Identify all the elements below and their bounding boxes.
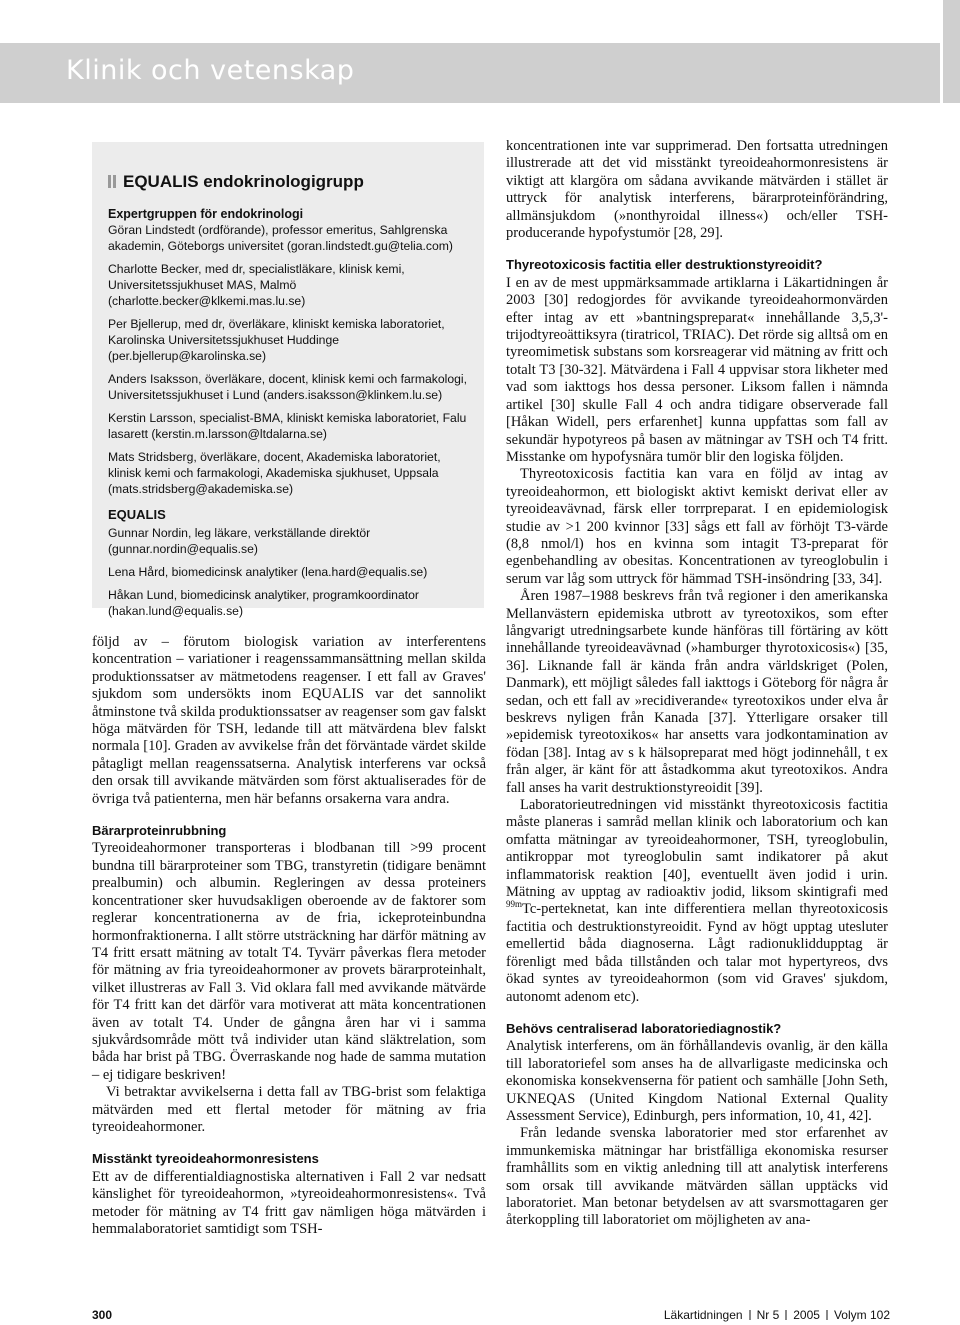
member-entry: Per Bjellerup, med dr, överläkare, kliniskt kemiska laboratoriet, Karolinska Universitetssjukhuset Huddinge (per.bjellerup@karolinska.se)	[108, 317, 445, 363]
paragraph: Tyreoideahormoner transporteras i blodbanan till >99 procent bundna till bärarproteiner som TBG, transtyretin (tidigare benämnt prealbumin) och albumin. Regleringen av dessa proteiners koncentrationer sker huvudsakligen oberoende av de faktorer som reglerar koncentrationerna av de fria, ickeproteinbundna hormonfraktionerna. I allt större utsträckning har därför mätning av T4 fritt ersatt mätning av totalt T4. Tyvärr påverkas flera metoder för mätning av fria tyreoideahormoner av provets bärarproteinhalt, vilket illustreras av Fall 3. Vid oklara fall med avvikande mätvärde för T4 fritt kan det därför vara motiverat att mäta koncentrationen även av totalt T4. Under de gångna åren har vi i samma sjukvårdsområde mött två individer utan känd släktrelation, som båda har brist på TBG. Överraskande nog hade de samma mutation – ej tidigare beskriven!	[92, 840, 486, 1083]
box-title: EQUALIS endokrinologigrupp	[108, 172, 468, 192]
page-number: 300	[92, 1308, 113, 1322]
journal-footer	[664, 1308, 890, 1322]
subheading-centralized-diagnostics: Behövs centraliserad laboratoriediagnostik?	[506, 1020, 782, 1036]
issue-number: Nr 5	[756, 1308, 780, 1322]
section-title: Klinik och vetenskap	[66, 55, 355, 86]
separator	[826, 1310, 828, 1320]
member-entry: Charlotte Becker, med dr, specialistläkare, klinisk kemi, Universitetssjukhuset MAS, Malmö (charlotte.becker@klkemi.mas.lu.se)	[108, 262, 405, 308]
separator	[749, 1310, 751, 1320]
equalis-heading: EQUALIS	[108, 507, 166, 522]
paragraph: följd av – förutom biologisk variation av interferentens koncentration – variationer i reagenssammansättning mellan skilda produktionssatser av mätmetodens reagenser. I ett fall av Graves' sjukdom som undersökts inom EQUALIS var det sannolikt åtminstone två skilda produktionssatser av reagenser som gav falskt höga mätvärden för TSH, ledande till att mätvärdena blev falskt normala [10]. Graden av avvikelse från det förväntade värdet skilde påtagligt mellan reagenssatserna. Analytisk interferens var också den orsak till avvikande mätvärden som först aktualiserades för de övriga två patienterna, men här befanns orsakerna vara andra.	[92, 634, 486, 807]
left-column	[92, 634, 486, 1238]
paragraph: Från ledande svenska laboratorier med stor erfarenhet av immunkemiska mätningar har bristfälliga ekonomiska resurser framhållits som en viktig anledning till att analytisk interferens som orsak till avvikande mätvärden sällan upptäcks vid laboratoriet. Man betonar betydelsen av att svarsmottagaren ger återkoppling till laboratoriet om möjligheten av ana-	[506, 1125, 888, 1229]
volume: Volym 102	[833, 1308, 890, 1322]
paragraph: I en av de mest uppmärksammade artiklarna i Läkartidningen år 2003 [30] redogjordes för avvikande tyreoideahormonvärden efter intag av ett »bantningspreparat« innehållande 3,5,3'-trijodtyreoättiksyra (tiratricol, TRIAC). Det rörde sig alltså om en tyreomimetisk substans som korsreagerar vid mätning av fritt och totalt T3 [30-32]. Mätvärdena i Fall 4 uppvisar stora likheter med vad som iakttogs hos dessa personer. Liksom fallen i nämnda artikel [30] skulle Fall 4 och andra tidigare observerade fall [Håkan Widell, pers erfarenhet] kunna uppfattas som fall av sekundär hypotyreos på basen av mätningar av TSH och T4 fritt. Misstanke om hypofysnära tumör blir den logiska följden.	[506, 274, 888, 465]
subheading-thyreotoxicosis-factitia: Thyreotoxicosis factitia eller destruktionstyreoidit?	[506, 257, 823, 273]
paragraph: Thyreotoxicosis factitia kan vara en följd av intag av tyreoideahormon, ett biologiskt aktivt kemiskt derivat eller av tyreoideavävnad, färsk eller torrpreparat. I en epidemiologisk studie av >1 200 kvinnor [33] sågs ett fall av förhöjt T3-värde (8,8 nmol/l) hos en kvinna som intagit T3-preparat för egenbehandling av obesitas. Koncentrationen av tyreoglobulin i serum var låg som uttryck för hämmad TSH-insöndring [33, 34].	[506, 466, 888, 587]
paragraph: Vi betraktar avvikelserna i detta fall av TBG-brist som felaktiga mätvärden med ett flertal metoder för mätning av fria tyreoideahormoner.	[92, 1084, 486, 1135]
journal-name: Läkartidningen	[663, 1308, 743, 1322]
bullet-marker-icon	[108, 175, 116, 188]
section-header-tab	[943, 0, 960, 103]
expert-group-heading: Expertgruppen för endokrinologi	[108, 207, 304, 221]
paragraph: Åren 1987–1988 beskrevs från två regioner i den amerikanska Mellanvästern epidemiska utbrott av tyreotoxikos, som efter långvarigt utredningsarbete kunde hänföras till förtäring av kött innehållande tyreoideavävnad (»hamburger thyrotoxicosis«) [35, 36]. Liknande fall är kända från andra världskriget (Polen, Danmark), ett möjligt således fall iakttogs i Göteborg för några år sedan, och ett fall av »recidiverande« tyreotoxikos under elva år beskrevs nyligen från Kanada [37]. Ytterligare orsaker till »epidemisk tyreotoxikos« har ansetts vara jodkontamination av födan [38]. Intag av s k hälsopreparat med högt jodinnehåll, t ex från alger, är känt för att åstadkomma akut tyreotoxikos. Andra fall anses ha varit destruktionstyreoidit [39].	[506, 588, 888, 796]
paragraph: koncentrationen inte var supprimerad. Den fortsatta utredningen illustrerade att det vid misstänkt tyreoideahormonresistens är viktigt att klargöra om sådana avvikande mätvärden i stället är uttryck för analytisk interferens, bärarproteinförändring, allmänsjukdom (»nonthyroidal illness«) och/eller TSH-producerande hypofystumör [28, 29].	[506, 138, 888, 242]
right-column	[506, 138, 888, 1230]
subheading-carrier-protein: Bärarproteinrubbning	[92, 823, 227, 839]
member-entry: Göran Lindstedt (ordförande), professor emeritus, Sahlgrenska akademin, Göteborgs universitet (goran.lindstedt.gu@telia.com)	[108, 223, 453, 253]
equalis-member-entry: Lena Hård, biomedicinsk analytiker (lena.hard@equalis.se)	[108, 565, 428, 579]
equalis-member-entry: Håkan Lund, biomedicinsk analytiker, programkoordinator (hakan.lund@equalis.se)	[108, 588, 419, 618]
member-entry: Kerstin Larsson, specialist-BMA, kliniskt kemiska laboratoriet, Falu lasarett (kerstin.m.larsson@ltdalarna.se)	[108, 411, 467, 441]
member-entry: Mats Stridsberg, överläkare, docent, Akademiska laboratoriet, klinisk kemi och farmakologi, Akademiska sjukhuset, Uppsala (mats.stridsberg@akademiska.se)	[108, 450, 441, 496]
paragraph: Laboratorieutredningen vid misstänkt thyreotoxicosis factitia måste planeras i samråd mellan klinik och laboratorium och kan omfatta mätningar av tyreoideahormoner, TSH, tyreoglobulin, antikroppar mot tyreoglobulin samt indikatorer på akut inflammatorisk reaktion [40], eventuellt även jodid i urin. Mätning av upptag av radioaktiv jodid, liksom skintigrafi med $^{99m}$Tc-perteknetat, kan inte differentiera mellan thyreotoxicosis factitia och destruktionstyreoidit. Fynd av högt upptag utesluter emellertid båda diagnoserna. Lågt radionukliddupptag är förenligt med båda tillstånden och talar mot hypertyreos, dvs ökad syntes av tyreoideahormon (som vid Graves' sjukdom, autonomt adenom etc).	[506, 797, 888, 1005]
member-entry: Anders Isaksson, överläkare, docent, klinisk kemi och farmakologi, Universitetssjukhuset i Lund (anders.isaksson@klinkem.lu.se)	[108, 372, 468, 402]
equalis-member-entry: Gunnar Nordin, leg läkare, verkställande direktör (gunnar.nordin@equalis.se)	[108, 526, 371, 556]
equalis-group-box	[92, 142, 484, 618]
paragraph: Analytisk interferens, om än förhållandevis ovanlig, är den källa till laboratoriefel som anses ha de allvarligaste medicinska och ekonomiska konsekvenserna för patient och samhälle [John Seth, UKNEQAS (United Kingdom National External Quality Assessment Service), Edinburgh, pers information, 10, 41, 42].	[506, 1038, 888, 1124]
subheading-hormone-resistance: Misstänkt tyreoideahormonresistens	[92, 1151, 319, 1167]
separator	[785, 1310, 787, 1320]
paragraph: Ett av de differentialdiagnostiska alternativen i Fall 2 var nedsatt känslighet för tyreoideahormon, »tyreoideahormonresistens«. Två metoder för mätning av T4 fritt gav nämligen höga mätvärden i hemmalaboratoriet samtidigt som TSH-	[92, 1168, 486, 1237]
year: 2005	[793, 1308, 820, 1322]
